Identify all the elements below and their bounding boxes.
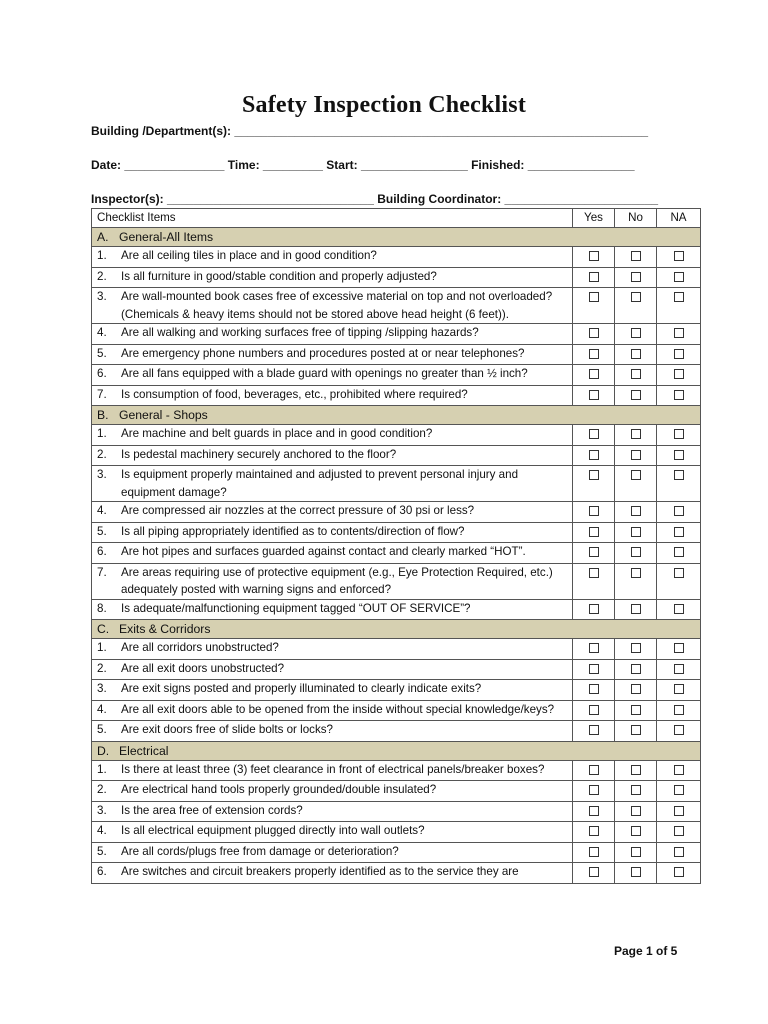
table-row <box>92 267 701 288</box>
item-question: Are electrical hand tools properly grounded/double insulated? <box>121 783 437 796</box>
item-question: Are compressed air nozzles at the correct pressure of 30 psi or less? <box>121 504 475 517</box>
table-row <box>92 288 701 324</box>
cell-no <box>615 425 657 446</box>
cell-yes <box>573 842 615 863</box>
cell-na <box>657 599 701 620</box>
cell-no <box>615 842 657 863</box>
table-row <box>92 502 701 523</box>
checkbox-no[interactable] <box>631 527 641 537</box>
table-row <box>92 639 701 660</box>
table-row <box>92 324 701 345</box>
checkbox-yes[interactable] <box>589 547 599 557</box>
checklist-item-cell <box>92 267 573 288</box>
checkbox-na[interactable] <box>674 604 684 614</box>
checkbox-yes[interactable] <box>589 765 599 775</box>
cell-no <box>615 863 657 884</box>
item-question: Is all electrical equipment plugged directly into wall outlets? <box>121 824 425 837</box>
header-na: NA <box>657 209 701 228</box>
checkbox-no[interactable] <box>631 390 641 400</box>
checkbox-yes[interactable] <box>589 643 599 653</box>
checkbox-yes[interactable] <box>589 272 599 282</box>
checkbox-yes[interactable] <box>589 369 599 379</box>
item-number: 4. <box>97 702 107 716</box>
section-title: Exits & Corridors <box>119 622 211 636</box>
page-title: Safety Inspection Checklist <box>241 92 527 118</box>
table-row <box>92 425 701 446</box>
checklist-item-cell <box>92 680 573 701</box>
table-row <box>92 385 701 406</box>
item-question: Are switches and circuit breakers properly identified as to the service they are <box>121 865 519 878</box>
cell-yes <box>573 425 615 446</box>
cell-yes <box>573 822 615 843</box>
table-row <box>92 659 701 680</box>
table-row <box>92 760 701 781</box>
item-number: 4. <box>97 824 107 837</box>
checkbox-na[interactable] <box>674 349 684 359</box>
checkbox-yes[interactable] <box>589 429 599 439</box>
checklist-item-cell <box>92 502 573 523</box>
section-header <box>92 620 701 639</box>
checkbox-no[interactable] <box>631 328 641 338</box>
checkbox-no[interactable] <box>631 643 641 653</box>
checkbox-na[interactable] <box>674 826 684 836</box>
item-number: 6. <box>97 545 107 558</box>
section-letter: A. <box>97 230 109 244</box>
checkbox-no[interactable] <box>631 664 641 674</box>
checklist-table <box>91 208 701 884</box>
section-header-row <box>92 406 701 425</box>
cell-yes <box>573 324 615 345</box>
item-question: Are all exit doors able to be opened from the inside without special knowledge/keys? <box>121 702 555 716</box>
checkbox-yes[interactable] <box>589 684 599 694</box>
item-number: 1. <box>97 762 107 776</box>
table-row <box>92 599 701 620</box>
table-row <box>92 563 701 599</box>
item-number: 7. <box>97 565 107 579</box>
checkbox-no[interactable] <box>631 349 641 359</box>
table-row <box>92 543 701 564</box>
item-number: 3. <box>97 803 107 817</box>
cell-no <box>615 801 657 822</box>
item-question: Are all ceiling tiles in place and in good condition? <box>121 249 377 262</box>
table-row <box>92 721 701 742</box>
checkbox-no[interactable] <box>631 765 641 775</box>
checklist-item-cell <box>92 700 573 721</box>
cell-na <box>657 781 701 802</box>
cell-na <box>657 466 701 502</box>
cell-no <box>615 247 657 268</box>
item-question: Are exit signs posted and properly illuminated to clearly indicate exits? <box>121 682 482 695</box>
checkbox-no[interactable] <box>631 847 641 857</box>
cell-na <box>657 563 701 599</box>
table-row <box>92 842 701 863</box>
table-row <box>92 801 701 822</box>
cell-na <box>657 247 701 268</box>
checkbox-na[interactable] <box>674 450 684 460</box>
checkbox-yes[interactable] <box>589 806 599 816</box>
cell-no <box>615 324 657 345</box>
item-question: Are all corridors unobstructed? <box>121 641 279 654</box>
checkbox-no[interactable] <box>631 684 641 694</box>
item-number: 2. <box>97 447 107 461</box>
cell-na <box>657 659 701 680</box>
checkbox-yes[interactable] <box>589 292 599 302</box>
checklist-item-cell <box>92 599 573 620</box>
cell-no <box>615 344 657 365</box>
checklist-item-cell <box>92 522 573 543</box>
checklist-item-cell <box>92 863 573 884</box>
cell-na <box>657 445 701 466</box>
checkbox-no[interactable] <box>631 429 641 439</box>
checklist-item-cell <box>92 721 573 742</box>
checkbox-na[interactable] <box>674 470 684 480</box>
checklist-item-cell <box>92 365 573 386</box>
checklist-body <box>92 228 701 884</box>
cell-no <box>615 365 657 386</box>
item-number: 4. <box>97 504 107 517</box>
table-row <box>92 863 701 884</box>
cell-no <box>615 822 657 843</box>
header-yes: Yes <box>573 209 615 228</box>
checkbox-yes[interactable] <box>589 785 599 795</box>
page-number: Page 1 of 5 <box>614 944 678 958</box>
cell-no <box>615 639 657 660</box>
checkbox-no[interactable] <box>631 292 641 302</box>
checkbox-no[interactable] <box>631 604 641 614</box>
section-header-row <box>92 620 701 639</box>
cell-yes <box>573 466 615 502</box>
item-number: 5. <box>97 723 107 736</box>
cell-yes <box>573 680 615 701</box>
checkbox-yes[interactable] <box>589 725 599 735</box>
checkbox-na[interactable] <box>674 568 684 578</box>
checklist-item-cell <box>92 324 573 345</box>
cell-no <box>615 700 657 721</box>
item-question: Are all walking and working surfaces free of tipping /slipping hazards? <box>121 326 479 339</box>
checklist-item-cell <box>92 385 573 406</box>
checkbox-na[interactable] <box>674 527 684 537</box>
checkbox-yes[interactable] <box>589 470 599 480</box>
cell-na <box>657 365 701 386</box>
checkbox-no[interactable] <box>631 369 641 379</box>
table-row <box>92 680 701 701</box>
checkbox-yes[interactable] <box>589 527 599 537</box>
checkbox-no[interactable] <box>631 806 641 816</box>
cell-na <box>657 700 701 721</box>
item-number: 7. <box>97 387 107 401</box>
checkbox-yes[interactable] <box>589 664 599 674</box>
checklist-item-cell <box>92 425 573 446</box>
checkbox-yes[interactable] <box>589 349 599 359</box>
cell-yes <box>573 721 615 742</box>
table-row <box>92 522 701 543</box>
cell-yes <box>573 781 615 802</box>
table-row <box>92 781 701 802</box>
cell-no <box>615 267 657 288</box>
checklist-item-cell <box>92 247 573 268</box>
checklist-item-cell <box>92 543 573 564</box>
item-question: Are all exit doors unobstructed? <box>121 661 285 675</box>
cell-na <box>657 288 701 324</box>
checkbox-na[interactable] <box>674 867 684 877</box>
table-row <box>92 466 701 502</box>
cell-yes <box>573 659 615 680</box>
checkbox-na[interactable] <box>674 506 684 516</box>
item-number: 6. <box>97 865 107 878</box>
date-time-field: Date: _______________ Time: _________ Start: ________________ Finished: ________________ <box>91 158 635 172</box>
checklist-item-cell <box>92 288 573 324</box>
item-question: Is all piping appropriately identified as to contents/direction of flow? <box>121 524 465 538</box>
cell-yes <box>573 385 615 406</box>
cell-no <box>615 599 657 620</box>
cell-na <box>657 502 701 523</box>
cell-no <box>615 543 657 564</box>
checkbox-no[interactable] <box>631 568 641 578</box>
cell-yes <box>573 445 615 466</box>
item-number: 1. <box>97 249 107 262</box>
item-number: 6. <box>97 367 107 380</box>
checklist-item-cell <box>92 801 573 822</box>
checkbox-na[interactable] <box>674 547 684 557</box>
section-header <box>92 741 701 760</box>
table-row <box>92 445 701 466</box>
checkbox-no[interactable] <box>631 705 641 715</box>
checklist-item-cell <box>92 659 573 680</box>
cell-no <box>615 445 657 466</box>
item-question: Is the area free of extension cords? <box>121 803 303 817</box>
item-number: 8. <box>97 601 107 615</box>
cell-na <box>657 863 701 884</box>
checkbox-yes[interactable] <box>589 847 599 857</box>
checklist-item-cell <box>92 842 573 863</box>
checkbox-yes[interactable] <box>589 450 599 460</box>
cell-yes <box>573 639 615 660</box>
item-question: Is adequate/malfunctioning equipment tagged “OUT OF SERVICE”? <box>121 601 471 615</box>
checklist-item-cell <box>92 822 573 843</box>
cell-na <box>657 324 701 345</box>
cell-no <box>615 659 657 680</box>
cell-no <box>615 466 657 502</box>
cell-no <box>615 563 657 599</box>
item-question: Are all cords/plugs free from damage or deterioration? <box>121 844 399 858</box>
cell-yes <box>573 700 615 721</box>
checkbox-yes[interactable] <box>589 604 599 614</box>
cell-yes <box>573 502 615 523</box>
table-header-row <box>92 209 701 228</box>
checkbox-yes[interactable] <box>589 705 599 715</box>
item-number: 5. <box>97 844 107 858</box>
cell-no <box>615 502 657 523</box>
item-number: 2. <box>97 661 107 675</box>
section-header-row <box>92 741 701 760</box>
cell-na <box>657 344 701 365</box>
cell-na <box>657 425 701 446</box>
checkbox-no[interactable] <box>631 470 641 480</box>
checkbox-na[interactable] <box>674 705 684 715</box>
cell-na <box>657 680 701 701</box>
header-checklist-items: Checklist Items <box>92 209 573 228</box>
section-header <box>92 406 701 425</box>
item-question: Are exit doors free of slide bolts or locks? <box>121 723 334 736</box>
cell-yes <box>573 247 615 268</box>
checklist-item-cell <box>92 563 573 599</box>
item-number: 4. <box>97 326 107 339</box>
checklist-item-cell <box>92 760 573 781</box>
item-question: Is pedestal machinery securely anchored to the floor? <box>121 447 397 461</box>
checkbox-na[interactable] <box>674 390 684 400</box>
item-question: Is there at least three (3) feet clearance in front of electrical panels/breaker boxes? <box>121 762 545 776</box>
cell-yes <box>573 599 615 620</box>
checkbox-na[interactable] <box>674 725 684 735</box>
checklist-item-cell <box>92 639 573 660</box>
checkbox-no[interactable] <box>631 251 641 261</box>
table-row <box>92 700 701 721</box>
item-question: Are all fans equipped with a blade guard with openings no greater than ½ inch? <box>121 367 528 380</box>
table-row <box>92 822 701 843</box>
section-title: General-All Items <box>119 230 214 244</box>
inspector-field: Inspector(s): _______________________________ Building Coordinator: _______________________ <box>91 192 659 206</box>
checkbox-yes[interactable] <box>589 826 599 836</box>
item-question: Is all furniture in good/stable condition and properly adjusted? <box>121 269 437 283</box>
checkbox-no[interactable] <box>631 547 641 557</box>
cell-na <box>657 639 701 660</box>
checkbox-na[interactable] <box>674 328 684 338</box>
table-row <box>92 344 701 365</box>
section-header <box>92 228 701 247</box>
cell-no <box>615 288 657 324</box>
cell-na <box>657 385 701 406</box>
cell-na <box>657 801 701 822</box>
item-number: 1. <box>97 641 107 654</box>
cell-na <box>657 522 701 543</box>
cell-no <box>615 522 657 543</box>
checkbox-no[interactable] <box>631 725 641 735</box>
checkbox-na[interactable] <box>674 765 684 775</box>
section-title: Electrical <box>119 743 169 758</box>
cell-yes <box>573 344 615 365</box>
building-department-field: Building /Department(s): ______________________________________________________________ <box>91 124 649 138</box>
section-title: General - Shops <box>119 408 208 422</box>
checkbox-no[interactable] <box>631 272 641 282</box>
table-row <box>92 247 701 268</box>
checkbox-yes[interactable] <box>589 506 599 516</box>
checklist-item-cell <box>92 466 573 502</box>
checkbox-yes[interactable] <box>589 390 599 400</box>
item-question: Are emergency phone numbers and procedures posted at or near telephones? <box>121 346 525 360</box>
cell-yes <box>573 288 615 324</box>
item-question: Are areas requiring use of protective equipment (e.g., Eye Protection Required, etc.) adequately posted with warning signs and enforced? <box>121 565 553 596</box>
item-number: 5. <box>97 524 107 538</box>
item-number: 1. <box>97 427 107 440</box>
checkbox-no[interactable] <box>631 785 641 795</box>
checkbox-yes[interactable] <box>589 568 599 578</box>
cell-yes <box>573 267 615 288</box>
checkbox-na[interactable] <box>674 684 684 694</box>
item-number: 2. <box>97 269 107 283</box>
checkbox-no[interactable] <box>631 450 641 460</box>
section-letter: C. <box>97 622 110 636</box>
checkbox-na[interactable] <box>674 429 684 439</box>
cell-yes <box>573 543 615 564</box>
checkbox-na[interactable] <box>674 272 684 282</box>
checklist-item-cell <box>92 445 573 466</box>
checkbox-yes[interactable] <box>589 251 599 261</box>
cell-yes <box>573 863 615 884</box>
item-question: Are machine and belt guards in place and in good condition? <box>121 427 433 440</box>
item-number: 3. <box>97 468 107 481</box>
item-number: 3. <box>97 290 107 303</box>
cell-na <box>657 842 701 863</box>
checklist-item-cell <box>92 781 573 802</box>
item-question: Are wall-mounted book cases free of excessive material on top and not overloaded? (Chemicals & heavy items should not be stored above head height (6 feet)). <box>121 290 553 321</box>
checkbox-na[interactable] <box>674 369 684 379</box>
cell-yes <box>573 522 615 543</box>
cell-yes <box>573 760 615 781</box>
item-question: Is equipment properly maintained and adjusted to prevent personal injury and equipment damage? <box>121 468 519 499</box>
item-number: 3. <box>97 682 107 695</box>
section-header-row <box>92 228 701 247</box>
checkbox-na[interactable] <box>674 664 684 674</box>
item-number: 2. <box>97 783 107 796</box>
checkbox-na[interactable] <box>674 292 684 302</box>
header-no: No <box>615 209 657 228</box>
cell-no <box>615 781 657 802</box>
item-number: 5. <box>97 346 107 360</box>
checkbox-yes[interactable] <box>589 328 599 338</box>
checkbox-no[interactable] <box>631 826 641 836</box>
checkbox-yes[interactable] <box>589 867 599 877</box>
cell-yes <box>573 365 615 386</box>
cell-no <box>615 721 657 742</box>
cell-na <box>657 267 701 288</box>
checkbox-na[interactable] <box>674 806 684 816</box>
checkbox-na[interactable] <box>674 847 684 857</box>
cell-yes <box>573 563 615 599</box>
section-letter: D. <box>97 743 110 758</box>
checkbox-na[interactable] <box>674 251 684 261</box>
cell-na <box>657 543 701 564</box>
checkbox-na[interactable] <box>674 643 684 653</box>
cell-na <box>657 822 701 843</box>
section-letter: B. <box>97 408 109 422</box>
checklist-item-cell <box>92 344 573 365</box>
checkbox-no[interactable] <box>631 506 641 516</box>
cell-na <box>657 721 701 742</box>
item-question: Is consumption of food, beverages, etc., prohibited where required? <box>121 387 468 401</box>
item-question: Are hot pipes and surfaces guarded against contact and clearly marked “HOT”. <box>121 545 526 558</box>
cell-no <box>615 760 657 781</box>
checkbox-no[interactable] <box>631 867 641 877</box>
table-row <box>92 365 701 386</box>
cell-no <box>615 385 657 406</box>
checkbox-na[interactable] <box>674 785 684 795</box>
cell-na <box>657 760 701 781</box>
cell-no <box>615 680 657 701</box>
cell-yes <box>573 801 615 822</box>
